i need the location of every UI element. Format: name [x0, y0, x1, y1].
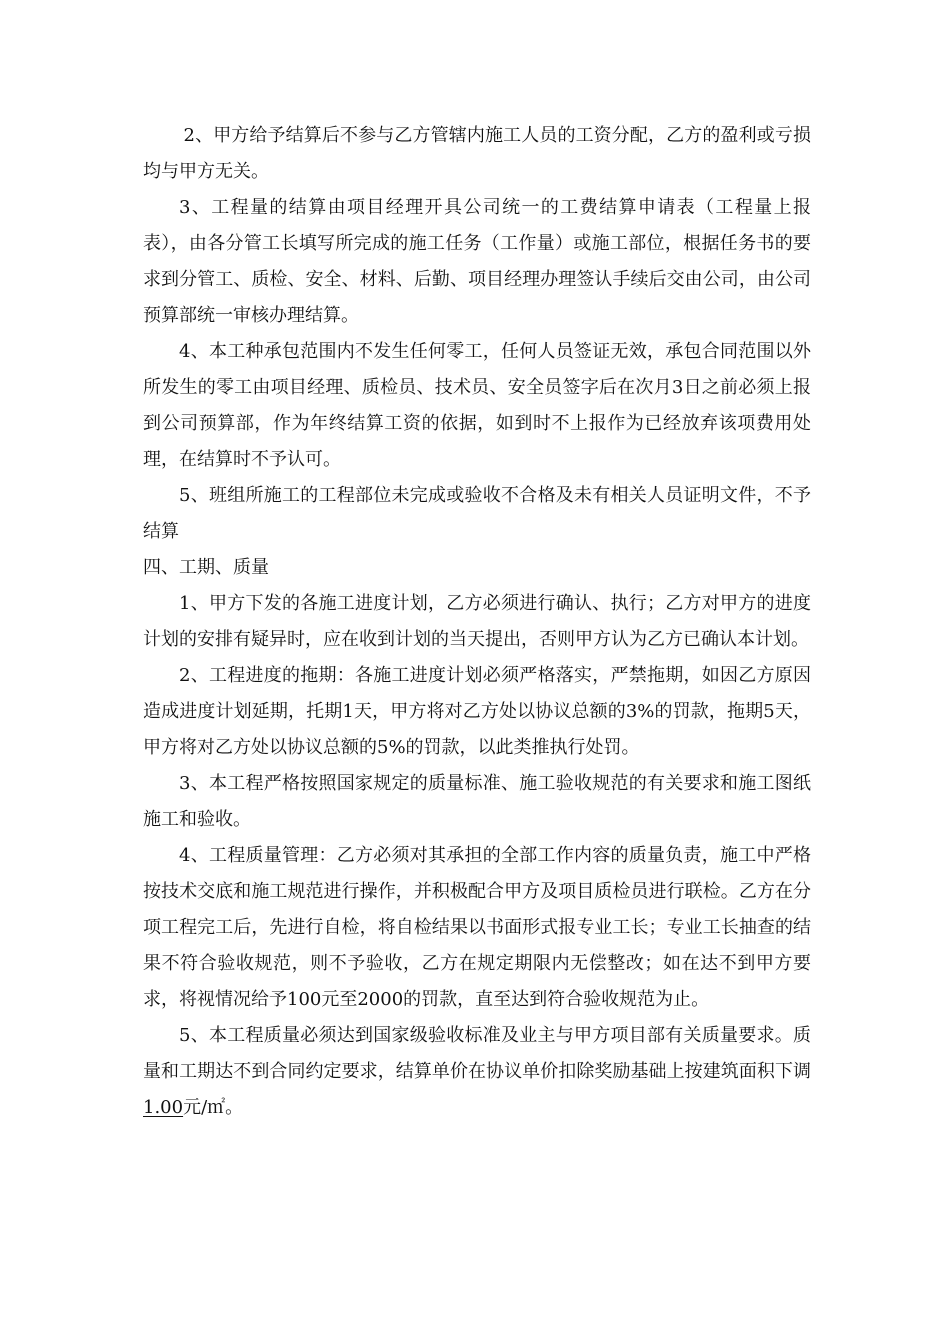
- document-page: [143, 118, 811, 1126]
- paragraph-schedule-plan: 1、甲方下发的各施工进度计划，乙方必须进行确认、执行；乙方对甲方的进度计划的安排有疑异时，应在收到计划的当天提出，否则甲方认为乙方已确认本计划。: [143, 593, 811, 650]
- section-heading-schedule-quality: 四、工期、质量: [143, 557, 269, 578]
- quality-requirement-text: 5、本工程质量必须达到国家级验收标准及业主与甲方项目部有关质量要求。质量和工期达不到合同约定要求，结算单价在协议单价扣除奖励基础上按建筑面积下调: [143, 1025, 811, 1082]
- price-reduction-amount: 1.00: [143, 1097, 184, 1118]
- price-reduction-unit: 元/㎡。: [183, 1097, 244, 1118]
- paragraph-quality-standard: 3、本工程严格按照国家规定的质量标准、施工验收规范的有关要求和施工图纸施工和验收。: [143, 773, 811, 830]
- paragraph-incomplete-work: 5、班组所施工的工程部位未完成或验收不合格及未有相关人员证明文件，不予结算: [143, 485, 811, 542]
- paragraph-schedule-delay: 2、工程进度的拖期：各施工进度计划必须严格落实，严禁拖期，如因乙方原因造成进度计划延期，托期1天，甲方将对乙方处以协议总额的3%的罚款，拖期5天，甲方将对乙方处以协议总额的5%的罚款，以此类推执行处罚。: [143, 665, 811, 758]
- paragraph-quantity-settlement: 3、工程量的结算由项目经理开具公司统一的工费结算申请表（工程量上报表），由各分管工长填写所完成的施工任务（工作量）或施工部位，根据任务书的要求到分管工、质检、安全、材料、后勤、项目经理办理签认手续后交由公司，由公司预算部统一审核办理结算。: [143, 197, 811, 326]
- paragraph-quality-management: 4、工程质量管理：乙方必须对其承担的全部工作内容的质量负责，施工中严格按技术交底和施工规范进行操作，并积极配合甲方及项目质检员进行联检。乙方在分项工程完工后，先进行自检，将自检结果以书面形式报专业工长；专业工长抽查的结果不符合验收规范，则不予验收，乙方在规定期限内无偿整改；如在达不到甲方要求，将视情况给予100元至2000的罚款，直至达到符合验收规范为止。: [143, 845, 811, 1010]
- paragraph-odd-jobs: 4、本工种承包范围内不发生任何零工，任何人员签证无效，承包合同范围以外所发生的零工由项目经理、质检员、技术员、安全员签字后在次月3日之前必须上报到公司预算部，作为年终结算工资的依据，如到时不上报作为已经放弃该项费用处理，在结算时不予认可。: [143, 341, 811, 470]
- paragraph-quality-requirement: [143, 1018, 811, 1126]
- paragraph-settlement-wages: 2、甲方给予结算后不参与乙方管辖内施工人员的工资分配，乙方的盈利或亏损均与甲方无关。: [143, 125, 811, 182]
